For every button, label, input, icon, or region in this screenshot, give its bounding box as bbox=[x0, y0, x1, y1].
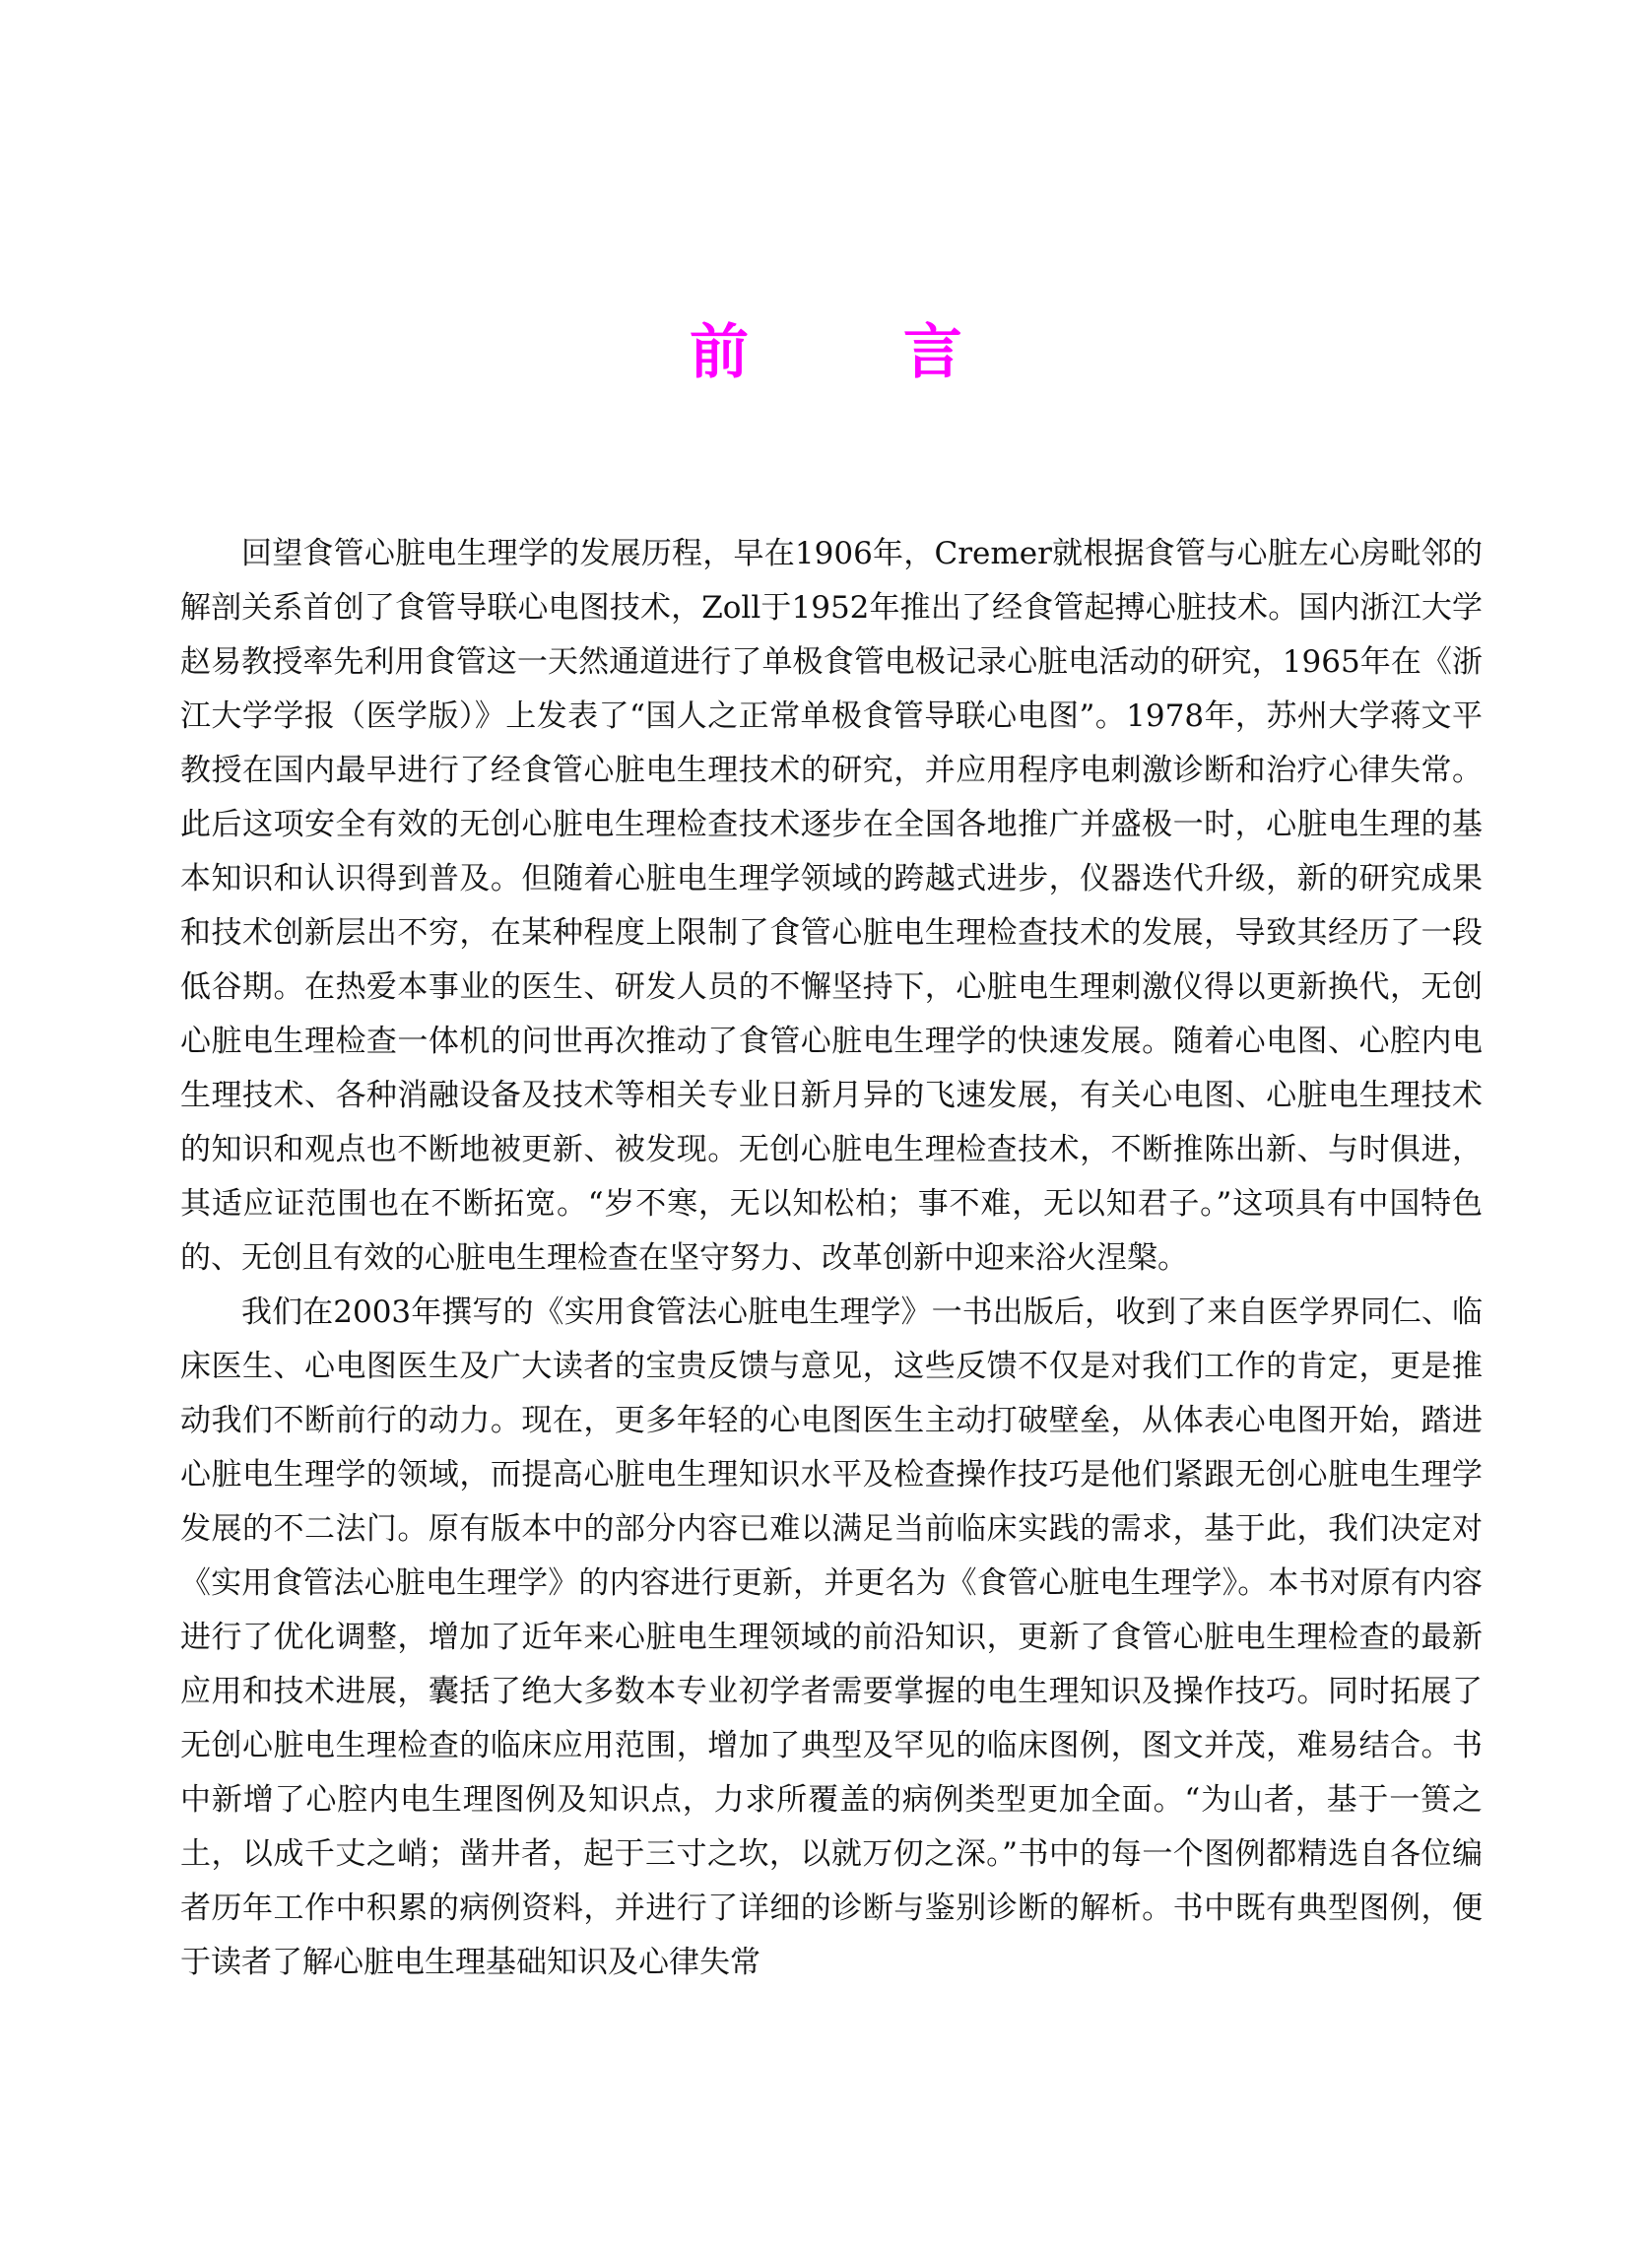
body-text bbox=[180, 527, 1483, 1990]
page-title: 前 言 bbox=[690, 318, 1029, 387]
paragraph-2: 我们在2003年撰写的《实用食管法心脏电生理学》一书出版后，收到了来自医学界同仁、临床医生、心电图医生及广大读者的宝贵反馈与意见，这些反馈不仅是对我们工作的肯定，更是推动我们不断前行的动力。现在，更多年轻的心电图医生主动打破壁垒，从体表心电图开始，踏进心脏电生理学的领域，而提高心脏电生理知识水平及检查操作技巧是他们紧跟无创心脏电生理学发展的不二法门。原有版本中的部分内容已难以满足当前临床实践的需求，基于此，我们决定对《实用食管法心脏电生理学》的内容进行更新，并更名为《食管心脏电生理学》。本书对原有内容进行了优化调整，增加了近年来心脏电生理领域的前沿知识，更新了食管心脏电生理检查的最新应用和技术进展，囊括了绝大多数本专业初学者需要掌握的电生理知识及操作技巧。同时拓展了无创心脏电生理检查的临床应用范围，增加了典型及罕见的临床图例，图文并茂，难易结合。书中新增了心腔内电生理图例及知识点，力求所覆盖的病例类型更加全面。“为山者，基于一篑之土，以成千丈之峭；凿井者，起于三寸之坎，以就万仞之深。”书中的每一个图例都精选自各位编者历年工作中积累的病例资料，并进行了详细的诊断与鉴别诊断的解析。书中既有典型图例，便于读者了解心脏电生理基础知识及心律失常 bbox=[180, 1294, 1483, 1980]
paragraph-1: 回望食管心脏电生理学的发展历程，早在1906年，Cremer就根据食管与心脏左心房毗邻的解剖关系首创了食管导联心电图技术，Zoll于1952年推出了经食管起搏心脏技术。国内浙江大学赵易教授率先利用食管这一天然通道进行了单极食管电极记录心脏电活动的研究，1965年在《浙江大学学报（医学版）》上发表了“国人之正常单极食管导联心电图”。1978年，苏州大学蒋文平教授在国内最早进行了经食管心脏电生理技术的研究，并应用程序电刺激诊断和治疗心律失常。此后这项安全有效的无创心脏电生理检查技术逐步在全国各地推广并盛极一时，心脏电生理的基本知识和认识得到普及。但随着心脏电生理学领域的跨越式进步，仪器迭代升级，新的研究成果和技术创新层出不穷，在某种程度上限制了食管心脏电生理检查技术的发展，导致其经历了一段低谷期。在热爱本事业的医生、研发人员的不懈坚持下，心脏电生理刺激仪得以更新换代，无创心脏电生理检查一体机的问世再次推动了食管心脏电生理学的快速发展。随着心电图、心腔内电生理技术、各种消融设备及技术等相关专业日新月异的飞速发展，有关心电图、心脏电生理技术的知识和观点也不断地被更新、被发现。无创心脏电生理检查技术，不断推陈出新、与时俱进，其适应证范围也在不断拓宽。“岁不寒，无以知松柏；事不难，无以知君子。”这项具有中国特色的、无创且有效的心脏电生理检查在坚守努力、改革创新中迎来浴火涅槃。 bbox=[180, 536, 1483, 1276]
